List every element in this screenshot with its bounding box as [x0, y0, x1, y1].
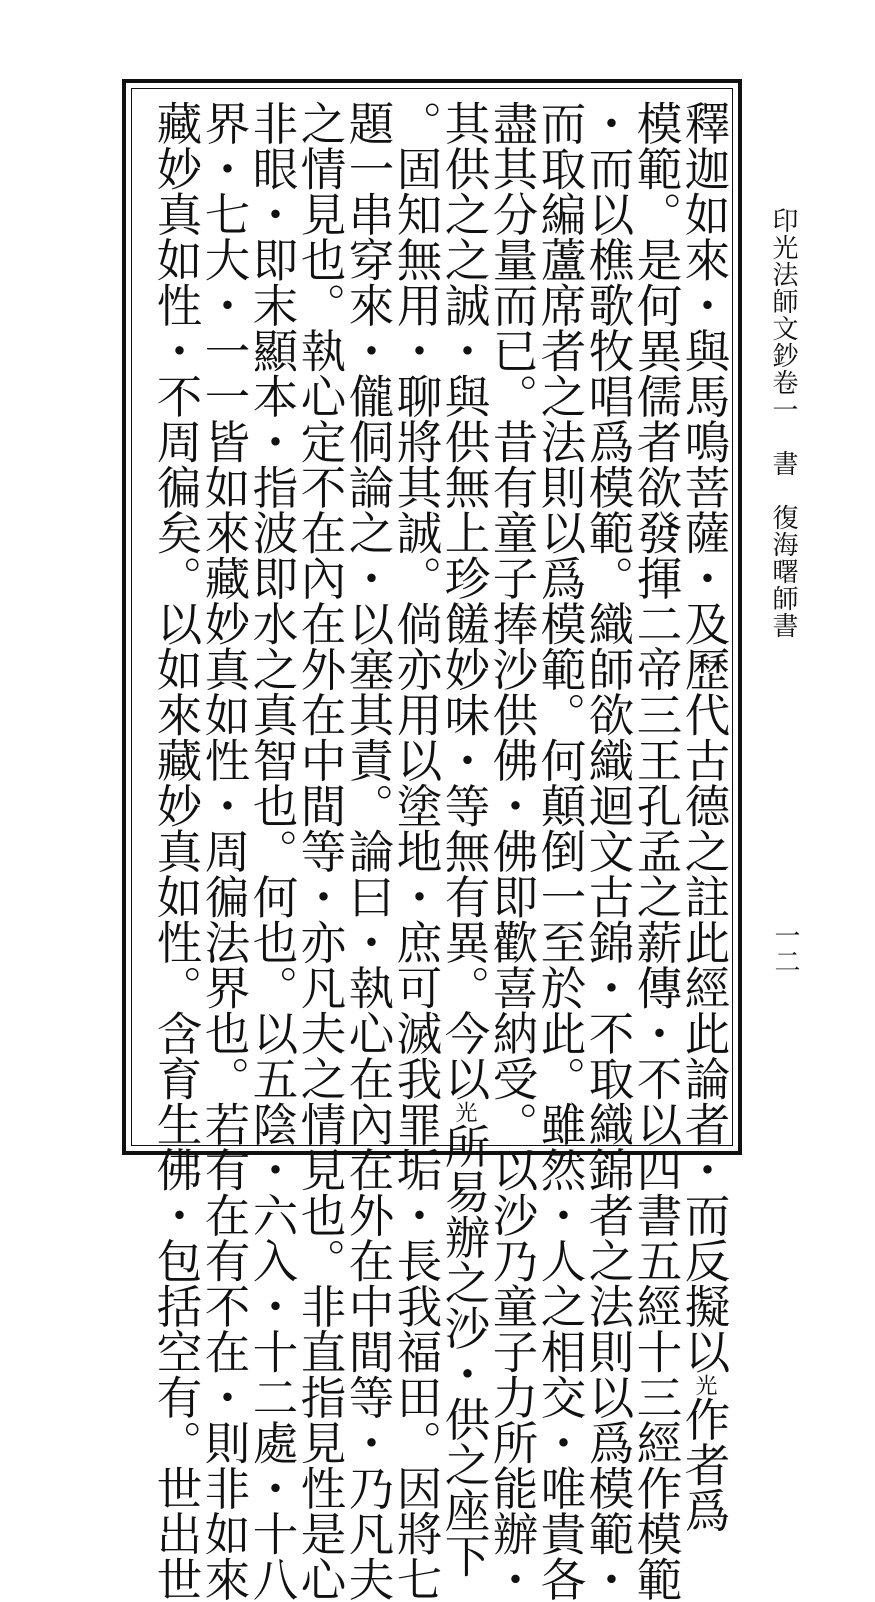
- text-column-5: 盡其分量而已。昔有童子捧沙供佛・佛即歡喜納受。以沙乃童子力所能辦・: [486, 100, 539, 1602]
- self-reference-small-glyph: 光: [692, 1374, 717, 1396]
- text-column-12: 藏妙真如性・不周徧矣。以如來藏妙真如性。含育生佛・包括空有。世出世: [150, 100, 203, 1602]
- text-column-11: 界・七大・一一皆如來藏妙真如性・周徧法界也。若有在有不在・則非如來: [198, 100, 251, 1602]
- text-column-1: 釋迦如來・與馬鳴菩薩・及歷代古德之註此經此論者・而反擬以光作者爲: [678, 100, 731, 1533]
- text-column-7: 。固知無用・聊將其誠。倘亦用以塗地・庶可滅我罪垢・長我福田。因將七: [390, 100, 443, 1602]
- text-column-6: 其供之之誠・與供無上珍饈妙味・等無有異。今以光所易辦之沙・供之座下: [438, 100, 491, 1578]
- text-column-4: 而取編蘆席者之法則以爲模範。何顛倒一至於此。雖然・人之相交・唯貴各: [534, 100, 587, 1602]
- text-column-3: ・而以樵歌牧唱爲模範。織師欲織迴文古錦・不取織錦者之法則以爲模範・: [582, 100, 635, 1602]
- text-column-2: 模範。是何異儒者欲發揮二帝三王孔孟之薪傳・不以四書五經十三經作模範: [630, 100, 683, 1602]
- text-column-8: 題一串穿來・儱侗論之・以塞其責。論曰・執心在內在外在中間等・乃凡夫: [342, 100, 395, 1602]
- text-column-10: 非眼・即末顯本・指波即水之真智也。何也。以五陰・六入・十二處・十八: [246, 100, 299, 1602]
- running-head: 印光法師文鈔卷一 書 復海曙師書: [768, 207, 798, 639]
- self-reference-small-glyph: 光: [452, 1101, 477, 1123]
- page-number: 一二: [770, 922, 800, 974]
- text-column-9: 之情見也。執心定不在內在外在中間等・亦凡夫之情見也。非直指見性是心: [294, 100, 347, 1602]
